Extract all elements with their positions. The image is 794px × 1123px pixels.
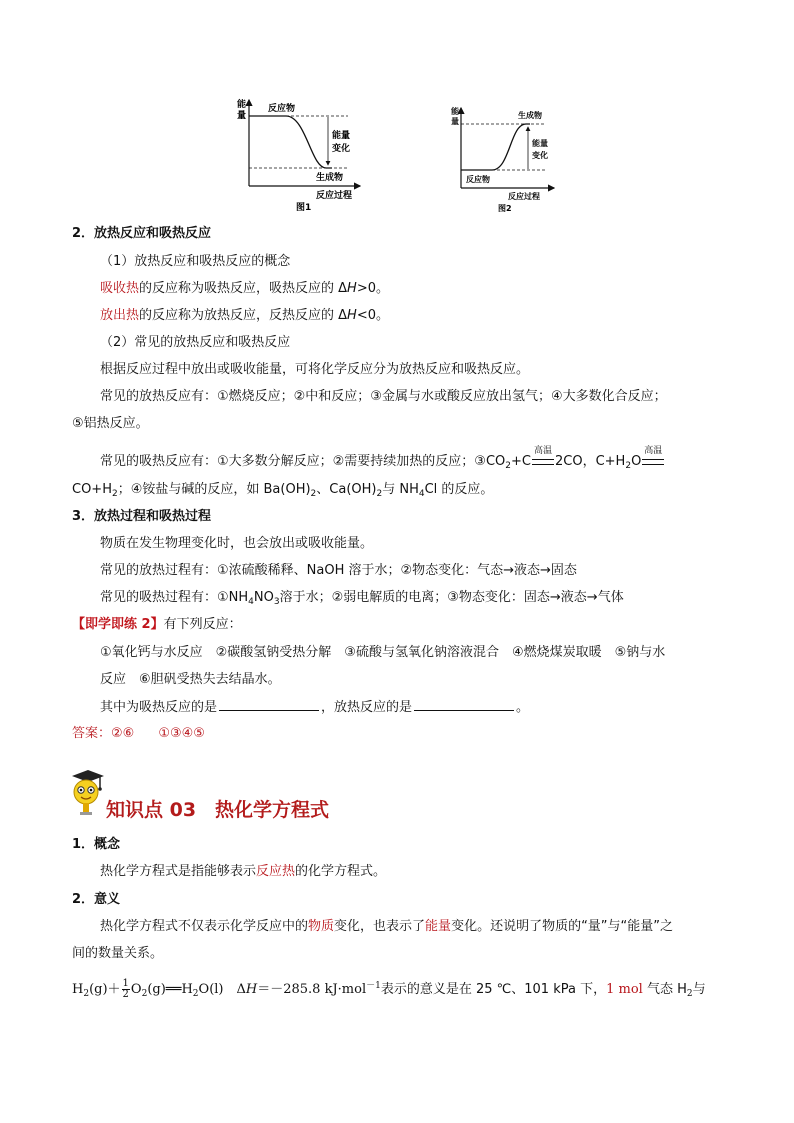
practice-items-2: 反应 ⑥胆矾受热失去结晶水。 (100, 672, 281, 687)
sub-2: 2 (625, 461, 632, 471)
exo-h: H (347, 308, 357, 323)
endo-tail: >0。 (356, 281, 389, 296)
concept-a: 热化学方程式是指能够表示 (100, 864, 257, 879)
exothermic-answer-blank[interactable] (414, 698, 514, 711)
meaning-c: 变化。还说明了物质的“量”与“能量”之 (451, 919, 674, 934)
fig1-caption: 图1 (296, 203, 312, 213)
section-2-sub1: （1）放热反应和吸热反应的概念 (100, 254, 291, 269)
exo-process: 常见的放热过程有：①浓硫酸稀释、NaOH 溶于水；②物态变化：气态→液态→固态 (100, 563, 577, 578)
high-temp-condition-1 (532, 446, 554, 465)
section-2-sub2: （2）常见的放热反应和吸热反应 (100, 335, 291, 350)
fig2-curve (461, 124, 530, 170)
fig1-product-label: 生成物 (316, 173, 344, 183)
eq-sup: －1 (366, 981, 381, 991)
practice-tag: 【即学即练 2】 (72, 617, 164, 632)
endo-rest: 的反应称为吸热反应，吸热反应的 Δ (139, 281, 348, 296)
endo-list-h: 与 NH (382, 482, 419, 497)
eq-e: O(l) Δ (198, 982, 246, 997)
question-a: 其中为吸热反应的是 (100, 700, 218, 715)
sub-2: 2 (505, 461, 512, 471)
endothermic-answer-blank[interactable] (219, 698, 319, 711)
frac-n: 1 (122, 978, 129, 989)
high-temp-condition-2 (642, 446, 664, 465)
knowledge-point-03-title: 知识点 03 热化学方程式 (106, 799, 330, 821)
one-half-fraction (122, 979, 130, 1000)
classify-text: 根据反应过程中放出或吸收能量，可将化学反应分为放热反应和吸热反应。 (100, 362, 530, 377)
sub-2: 2 (310, 489, 317, 499)
fig2-product-label: 生成物 (518, 111, 542, 120)
sub-2: 2 (376, 489, 383, 499)
meaning-red2: 能量 (425, 919, 452, 934)
concept-red: 反应热 (256, 864, 296, 879)
endo-list-line-2: $CO+H_2$；④铵盐与碱的反应，如 $Ba(OH)_2$、$Ca(OH)_2$与 $NH_4Cl$ 的反应。 (72, 482, 494, 499)
fig2-energy-change-1: 能量 (532, 139, 548, 148)
exo-rest: 的反应称为放热反应，反热反应的 Δ (139, 308, 348, 323)
endo-process: 常见的吸热过程有：$①NH_4NO_3$溶于水；②弱电解质的电离；③物态变化：固态→液态→气体 (100, 590, 624, 607)
eq-c: O (130, 982, 142, 997)
answer-1: ②⑥ (111, 726, 135, 741)
figure-1-exothermic-diagram (236, 96, 366, 216)
endo-list-a: 常见的吸热反应有：①大多数分解反应；②需要持续加热的反应；③CO (100, 454, 506, 469)
section-3-intro: 物质在发生物理变化时，也会放出或吸收能量。 (100, 536, 374, 551)
meaning-text-2: 间的数量关系。 (72, 946, 164, 961)
answer-label: 答案： (72, 726, 112, 741)
eq-d: (g)══H (147, 982, 193, 997)
exo-tail: <0。 (356, 308, 389, 323)
endo-list-e: CO+H (72, 482, 112, 497)
high-temp-label: 高温 (533, 446, 552, 456)
eq-g: ＝－285.8 kJ·mol (257, 982, 367, 997)
eq-f: H (245, 982, 258, 997)
endo-proc-c: 溶于水；②弱电解质的电离；③物态变化：固态→液态→气体 (279, 590, 624, 605)
graduate-mascot-icon (66, 768, 106, 816)
concept-text (100, 860, 386, 879)
endo-list-d: O (631, 454, 642, 469)
answer-2: ①③④⑤ (158, 726, 205, 741)
question-c: 。 (516, 700, 530, 715)
practice-question (100, 696, 529, 715)
meaning-a: 热化学方程式不仅表示化学反应中的 (100, 919, 309, 934)
endo-list-f: ；④铵盐与碱的反应，如 Ba(OH) (117, 482, 311, 497)
fig1-reactant-label: 反应物 (268, 104, 296, 114)
endo-list-c: 2CO，C+H (555, 454, 626, 469)
endo-list-line-1 (100, 446, 665, 471)
thermochemical-equation: $H_2(g)+$ $\frac{1}{2}$ $O_2(g)══H_2O(l)$ ΔH＝－285.8 kJ·mol$^{-1}$表示的意义是在 25 ℃、101 kPa 下，1 mol 气态 $H_2$与 (72, 978, 706, 1000)
eq-h: 表示的意义是在 25 ℃、101 kPa 下， (380, 982, 607, 997)
fig1-curve (249, 116, 332, 168)
endo-list-i: Cl 的反应。 (424, 482, 494, 497)
endothermic-definition (100, 277, 389, 296)
endo-proc-a: 常见的吸热过程有：①NH (100, 590, 249, 605)
fig2-y-label-1: 能 (451, 107, 459, 116)
endo-list-g: 、Ca(OH) (316, 482, 377, 497)
sub-2: 2 (111, 489, 118, 499)
endo-red-text: 吸收热 (100, 281, 140, 296)
exo-list-line-1: 常见的放热反应有：①燃烧反应；②中和反应；③金属与水或酸反应放出氢气；④大多数化合反应； (100, 389, 667, 404)
meaning-b: 变化，也表示了 (334, 919, 426, 934)
section-2-title: 2．放热反应和吸热反应 (72, 226, 212, 241)
fig2-reactant-label: 反应物 (466, 175, 490, 184)
eq-a: H (72, 982, 84, 997)
endo-proc-b: NO (253, 590, 274, 605)
eq-i: 气态 H (642, 982, 687, 997)
frac-d: 2 (122, 989, 129, 1000)
fig1-energy-change-2: 变化 (332, 144, 351, 154)
fig2-energy-change-2: 变化 (532, 151, 548, 160)
practice-items-1: ①氧化钙与水反应 ②碳酸氢钠受热分解 ③硫酸与氢氧化钠溶液混合 ④燃烧煤炭取暖 ⑤钠与水 (100, 645, 666, 660)
fig1-x-label: 反应过程 (316, 191, 353, 201)
exo-red-text: 放出热 (100, 308, 140, 323)
eq-red: 1 mol (606, 982, 643, 997)
exo-list-line-2: ⑤铝热反应。 (72, 416, 149, 431)
fig2-caption: 图2 (498, 204, 512, 213)
meaning-red1: 物质 (308, 919, 335, 934)
practice-header (72, 613, 242, 632)
practice-answer (72, 722, 205, 741)
fig2-x-label: 反应过程 (508, 192, 540, 201)
exothermic-definition (100, 304, 389, 323)
meaning-text-1 (100, 915, 673, 934)
concept-b: 的化学方程式。 (295, 864, 387, 879)
fig2-y-label-2: 量 (451, 117, 459, 126)
fig1-energy-change-1: 能量 (332, 131, 351, 141)
eq-b: (g)＋ (89, 982, 121, 997)
concept-title: 1．概念 (72, 837, 121, 852)
eq-j: 与 (692, 982, 706, 997)
meaning-title: 2．意义 (72, 892, 121, 907)
practice-prompt: 有下列反应： (163, 617, 242, 632)
endo-list-b: +C (511, 454, 531, 469)
section-3-title: 3．放热过程和吸热过程 (72, 509, 212, 524)
endo-h: H (347, 281, 357, 296)
fig1-y-label-2: 量 (237, 111, 247, 121)
high-temp-label: 高温 (644, 446, 663, 456)
question-b: ，放热反应的是 (321, 700, 413, 715)
figure-2-endothermic-diagram (450, 104, 560, 216)
fig1-y-label-1: 能 (237, 100, 247, 110)
